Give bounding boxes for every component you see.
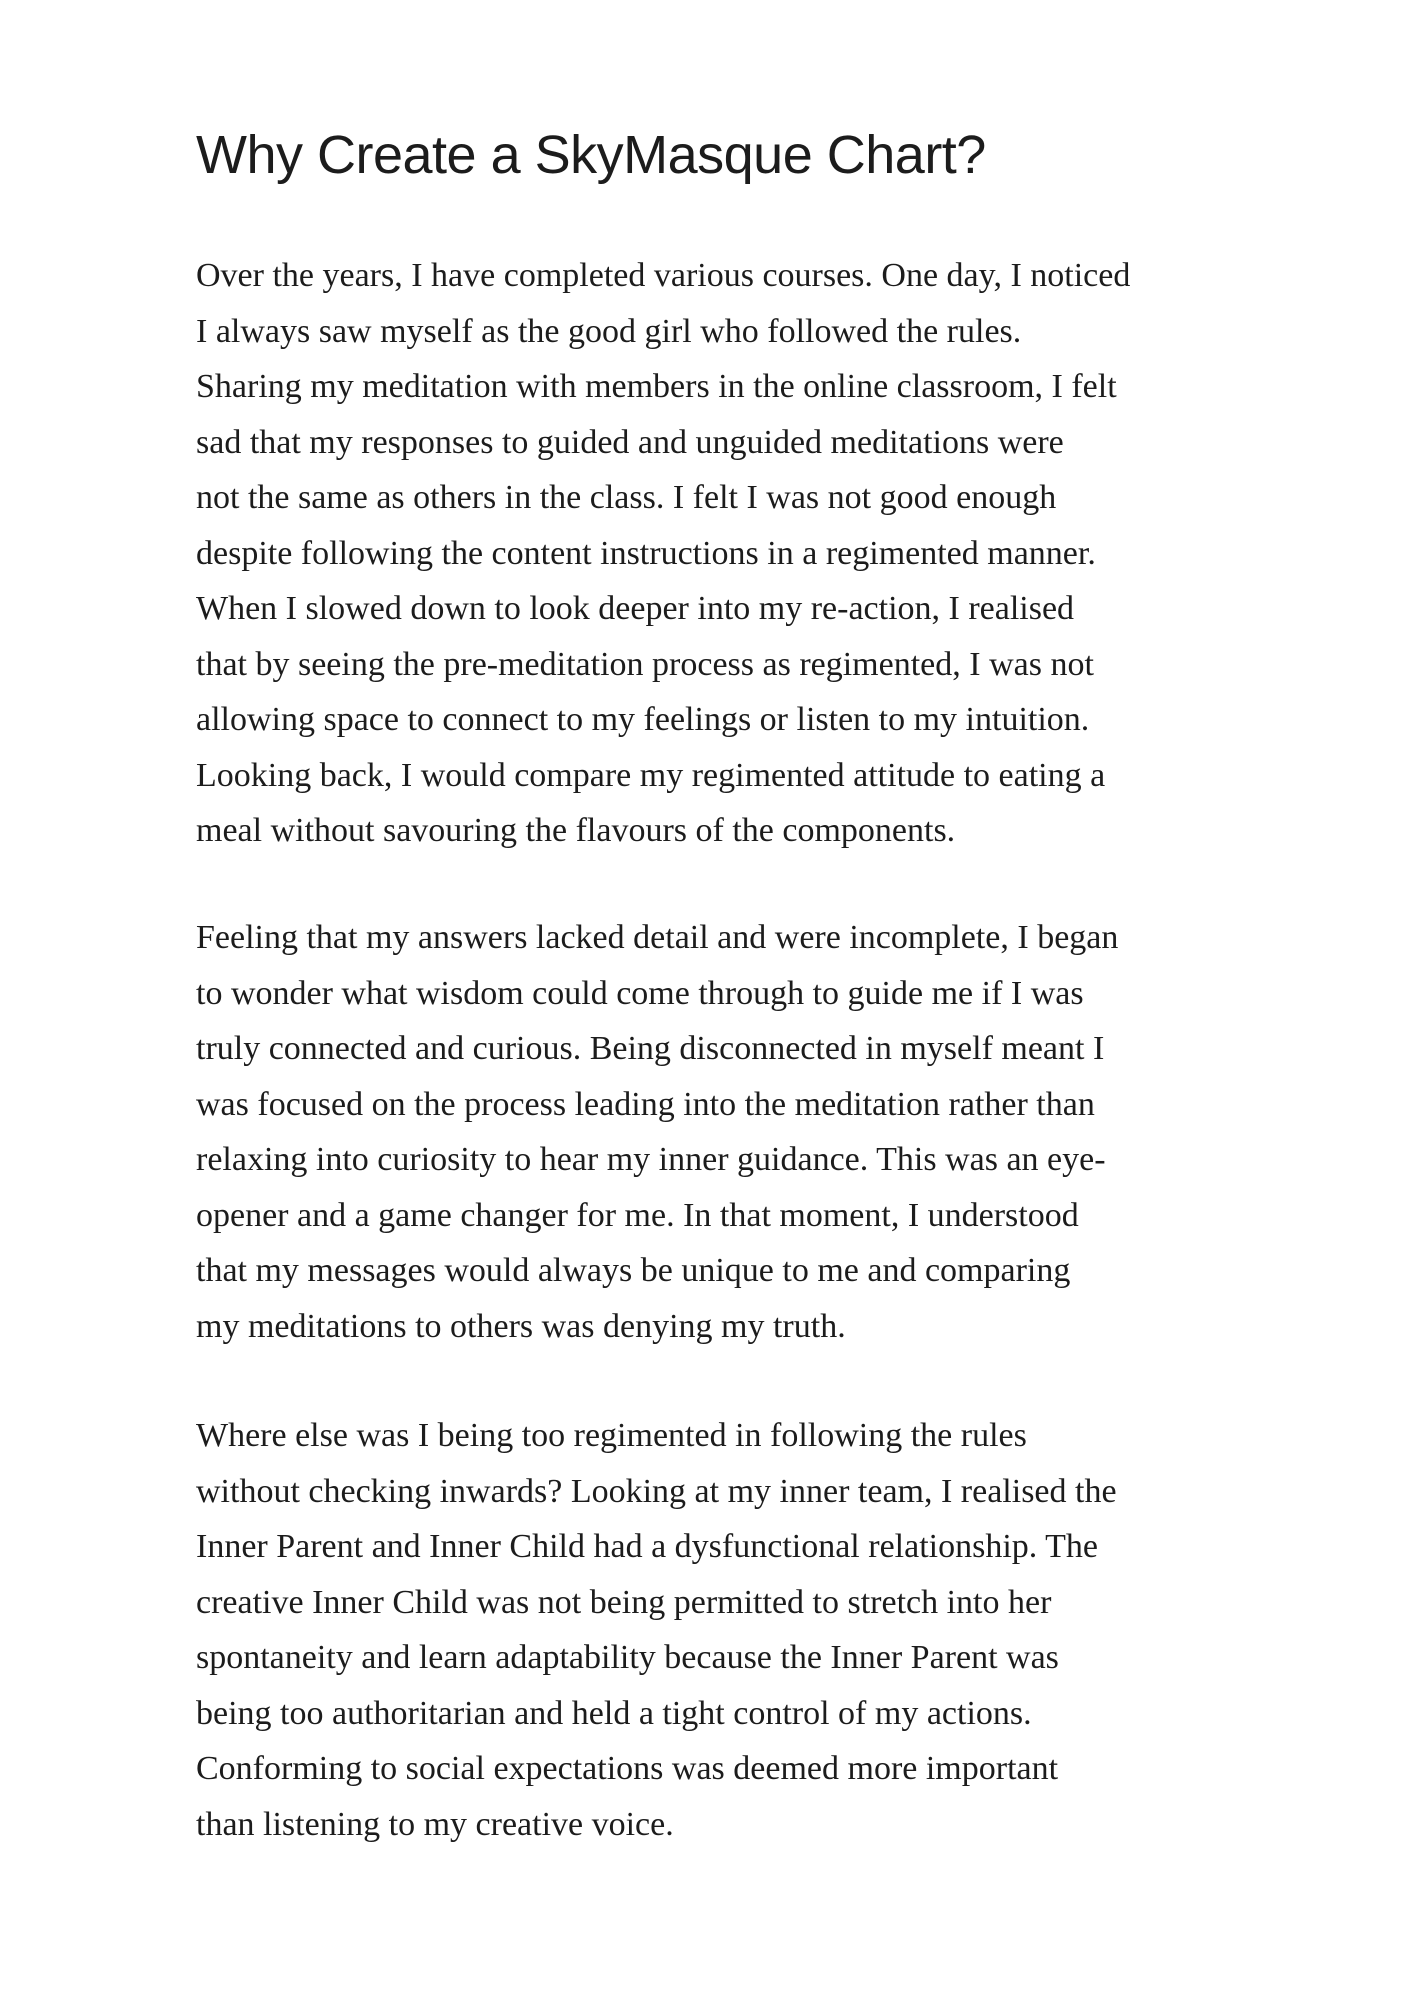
paragraph-line: without checking inwards? Looking at my inner team, I realised the	[196, 1472, 1117, 1510]
paragraph-line: spontaneity and learn adaptability because the Inner Parent was	[196, 1639, 1059, 1676]
paragraph-line: truly connected and curious. Being disconnected in myself meant I	[196, 1030, 1105, 1067]
paragraph-line: sad that my responses to guided and unguided meditations were	[196, 423, 1064, 461]
paragraph-line: Inner Parent and Inner Child had a dysfunctional relationship. The	[196, 1528, 1099, 1565]
paragraph-line: Over the years, I have completed various courses. One day, I noticed	[196, 257, 1131, 294]
paragraph-line: was focused on the process leading into the meditation rather than	[196, 1085, 1095, 1123]
paragraph-line: not the same as others in the class. I felt I was not good enough	[196, 479, 1057, 516]
paragraph-line: allowing space to connect to my feelings or listen to my intuition.	[196, 701, 1090, 738]
page-title: Why Create a SkyMasque Chart?	[196, 125, 986, 185]
paragraph-line: to wonder what wisdom could come through to guide me if I was	[196, 974, 1084, 1012]
paragraph-2	[196, 910, 1226, 1354]
paragraph-line: When I slowed down to look deeper into my re-action, I realised	[196, 590, 1075, 627]
paragraph-line: my meditations to others was denying my truth.	[196, 1307, 846, 1345]
paragraph-line: being too authoritarian and held a tight control of my actions.	[196, 1694, 1032, 1732]
paragraph-line: despite following the content instructions in a regimented manner.	[196, 534, 1096, 572]
paragraph-line: that by seeing the pre-meditation process as regimented, I was not	[196, 645, 1094, 683]
paragraph-3	[196, 1408, 1226, 1852]
paragraph-line: that my messages would always be unique to me and comparing	[196, 1252, 1071, 1289]
paragraph-line: Where else was I being too regimented in following the rules	[196, 1417, 1027, 1454]
paragraph-line: I always saw myself as the good girl who followed the rules.	[196, 312, 1022, 350]
paragraph-line: Sharing my meditation with members in the online classroom, I felt	[196, 368, 1117, 405]
paragraph-line: creative Inner Child was not being permitted to stretch into her	[196, 1583, 1052, 1621]
paragraph-line: Feeling that my answers lacked detail and were incomplete, I began	[196, 919, 1119, 956]
paragraph-line: meal without savouring the flavours of the components.	[196, 812, 956, 849]
paragraph-line: Looking back, I would compare my regimented attitude to eating a	[196, 756, 1106, 794]
paragraph-1	[196, 248, 1226, 859]
paragraph-line: relaxing into curiosity to hear my inner guidance. This was an eye-	[196, 1141, 1106, 1178]
paragraph-line: than listening to my creative voice.	[196, 1805, 674, 1843]
paragraph-line: opener and a game changer for me. In that moment, I understood	[196, 1196, 1079, 1234]
paragraph-line: Conforming to social expectations was deemed more important	[196, 1750, 1059, 1787]
